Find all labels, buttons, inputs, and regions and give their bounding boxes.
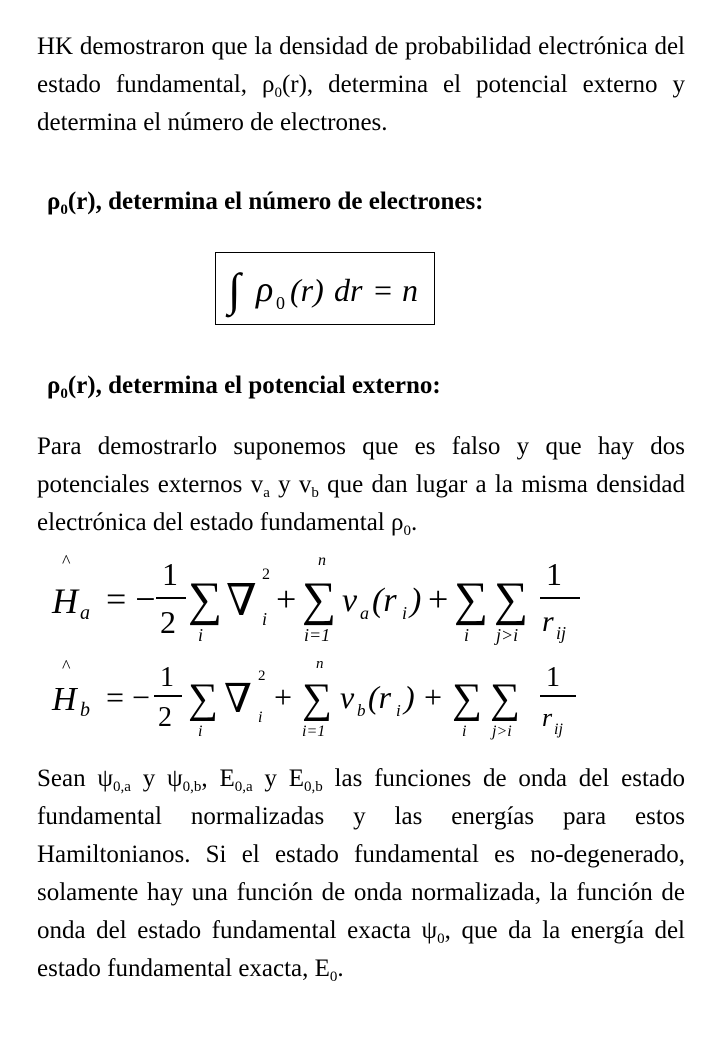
sum-symbol: ∑	[494, 573, 529, 626]
subscript: 0	[437, 931, 445, 947]
position-r: (r	[372, 582, 397, 619]
section-heading-electrons	[47, 188, 484, 216]
subscript: b	[80, 699, 90, 721]
subscript: a	[360, 603, 369, 623]
argument: (r)	[290, 272, 324, 308]
hat-symbol: ^	[62, 551, 71, 571]
subscript: 0	[329, 969, 338, 985]
psi-symbol: ψ	[421, 917, 438, 944]
equals-minus: = −	[106, 579, 156, 619]
subscript: i	[396, 701, 401, 720]
subscript: 0	[276, 293, 285, 313]
paragraph-text: .	[337, 955, 344, 982]
sum-index: j>i	[496, 625, 519, 645]
sum-index: i	[464, 625, 470, 645]
proof-text: y v	[269, 471, 312, 498]
rho-symbol: ρ	[47, 372, 61, 399]
distance-r: r	[542, 703, 553, 732]
normalization-equation	[216, 253, 434, 324]
paragraph-text: , que da la energía del estado fundamental exacta, E	[37, 917, 685, 982]
proof-text: Para demostrarlo suponemos que es falso y que hay dos potenciales externos v	[37, 433, 685, 498]
sum-symbol: ∑	[302, 573, 337, 626]
hat-symbol: ^	[62, 656, 71, 676]
subscript: i	[262, 609, 268, 629]
sum-symbol: ∑	[188, 573, 223, 626]
subscript: 0,a	[113, 779, 131, 795]
sum-symbol: ∑	[188, 676, 218, 722]
denominator: 2	[160, 604, 176, 640]
proof-text: .	[411, 509, 418, 536]
heading-text: (r), determina el número de electrones:	[67, 188, 484, 215]
numerator: 1	[546, 662, 560, 693]
paragraph-text: Sean	[37, 765, 98, 792]
section-heading-potential	[47, 372, 441, 400]
sum-index: i	[198, 723, 203, 740]
differential: dr	[334, 272, 363, 308]
subscript: 0,b	[182, 779, 202, 795]
psi-symbol: ψ	[167, 765, 183, 792]
subscript: a	[80, 602, 90, 624]
paragraph-text: , E	[201, 765, 235, 792]
sum-symbol: ∑	[490, 676, 520, 722]
psi-symbol: ψ	[97, 765, 114, 792]
sum-upper: n	[316, 656, 324, 672]
subscript: 0	[60, 386, 68, 402]
paragraph-text: y	[130, 765, 168, 792]
wavefunction-paragraph	[37, 760, 685, 988]
sum-symbol: ∑	[452, 676, 482, 722]
plus-sign: +	[276, 579, 297, 619]
denominator: 2	[158, 702, 172, 733]
heading-text: (r), determina el potencial externo:	[67, 372, 441, 399]
equals-sign: =	[374, 272, 393, 308]
rho-symbol: ρ	[47, 188, 61, 215]
hamiltonian-symbol: H	[52, 581, 78, 621]
subscript: ij	[556, 623, 567, 643]
rho-symbol: ρ	[391, 509, 404, 536]
paragraph-text: y E	[252, 765, 304, 792]
sum-symbol: ∑	[302, 676, 332, 722]
numerator: 1	[546, 556, 562, 592]
proof-text: que dan lugar a la misma densidad electrónica del estado fundamental	[37, 471, 686, 536]
intro-paragraph	[37, 28, 685, 142]
sum-upper: n	[318, 552, 326, 569]
sum-index: j>i	[492, 723, 512, 740]
plus-sign: +	[428, 579, 449, 619]
rho-symbol: ρ	[256, 269, 274, 309]
sum-index: i	[462, 723, 467, 740]
superscript: 2	[258, 668, 266, 684]
normalization-equation-box	[215, 252, 435, 325]
subscript: i	[258, 709, 263, 726]
distance-r: r	[542, 605, 554, 638]
plus-sign: +	[274, 679, 293, 715]
subscript: 0,a	[234, 779, 253, 795]
numerator: 1	[162, 556, 178, 592]
hamiltonian-b-equation	[40, 650, 600, 750]
subscript: 0	[274, 85, 282, 101]
plus-sign: +	[424, 679, 443, 715]
nabla-symbol: ∇	[226, 576, 257, 625]
sum-lower: i=1	[302, 723, 326, 740]
close-paren: )	[410, 582, 422, 619]
sum-lower: i=1	[304, 625, 331, 645]
nabla-symbol: ∇	[224, 676, 252, 721]
integral-sign: ∫	[228, 264, 241, 315]
position-r: (r	[368, 679, 392, 715]
hamiltonian-symbol: H	[52, 681, 77, 718]
subscript: 0	[403, 523, 411, 539]
subscript: ij	[554, 721, 563, 738]
proof-paragraph	[37, 428, 685, 542]
subscript: i	[402, 603, 408, 623]
subscript: 0,b	[304, 779, 323, 795]
hamiltonian-a-equation	[40, 545, 600, 645]
superscript: 2	[262, 566, 270, 583]
close-paren: )	[404, 679, 415, 715]
subscript: b	[311, 485, 319, 501]
electron-count: n	[402, 272, 418, 308]
numerator: 1	[160, 662, 174, 693]
subscript: a	[263, 485, 270, 501]
intro-text: HK demostraron que la densidad de probabilidad electrónica del estado fundamental,	[37, 33, 685, 98]
sum-symbol: ∑	[454, 573, 489, 626]
potential-v: v	[342, 582, 358, 619]
equals-minus: = −	[106, 679, 151, 715]
subscript: 0	[60, 202, 68, 218]
potential-v: v	[340, 679, 355, 715]
paragraph-text: las funciones de onda del estado fundamental normalizadas y las energías para estos Hamiltonianos. Si el estado fundamental es no-degenerado, solamente hay una función de onda normalizada, la función de onda del estado fundamental exacta	[37, 765, 685, 944]
rho-symbol: ρ	[261, 71, 275, 98]
intro-text-cont: (r), determina el potencial externo y determina el número de electrones.	[37, 71, 685, 136]
sum-index: i	[198, 625, 204, 645]
subscript: b	[357, 701, 366, 720]
